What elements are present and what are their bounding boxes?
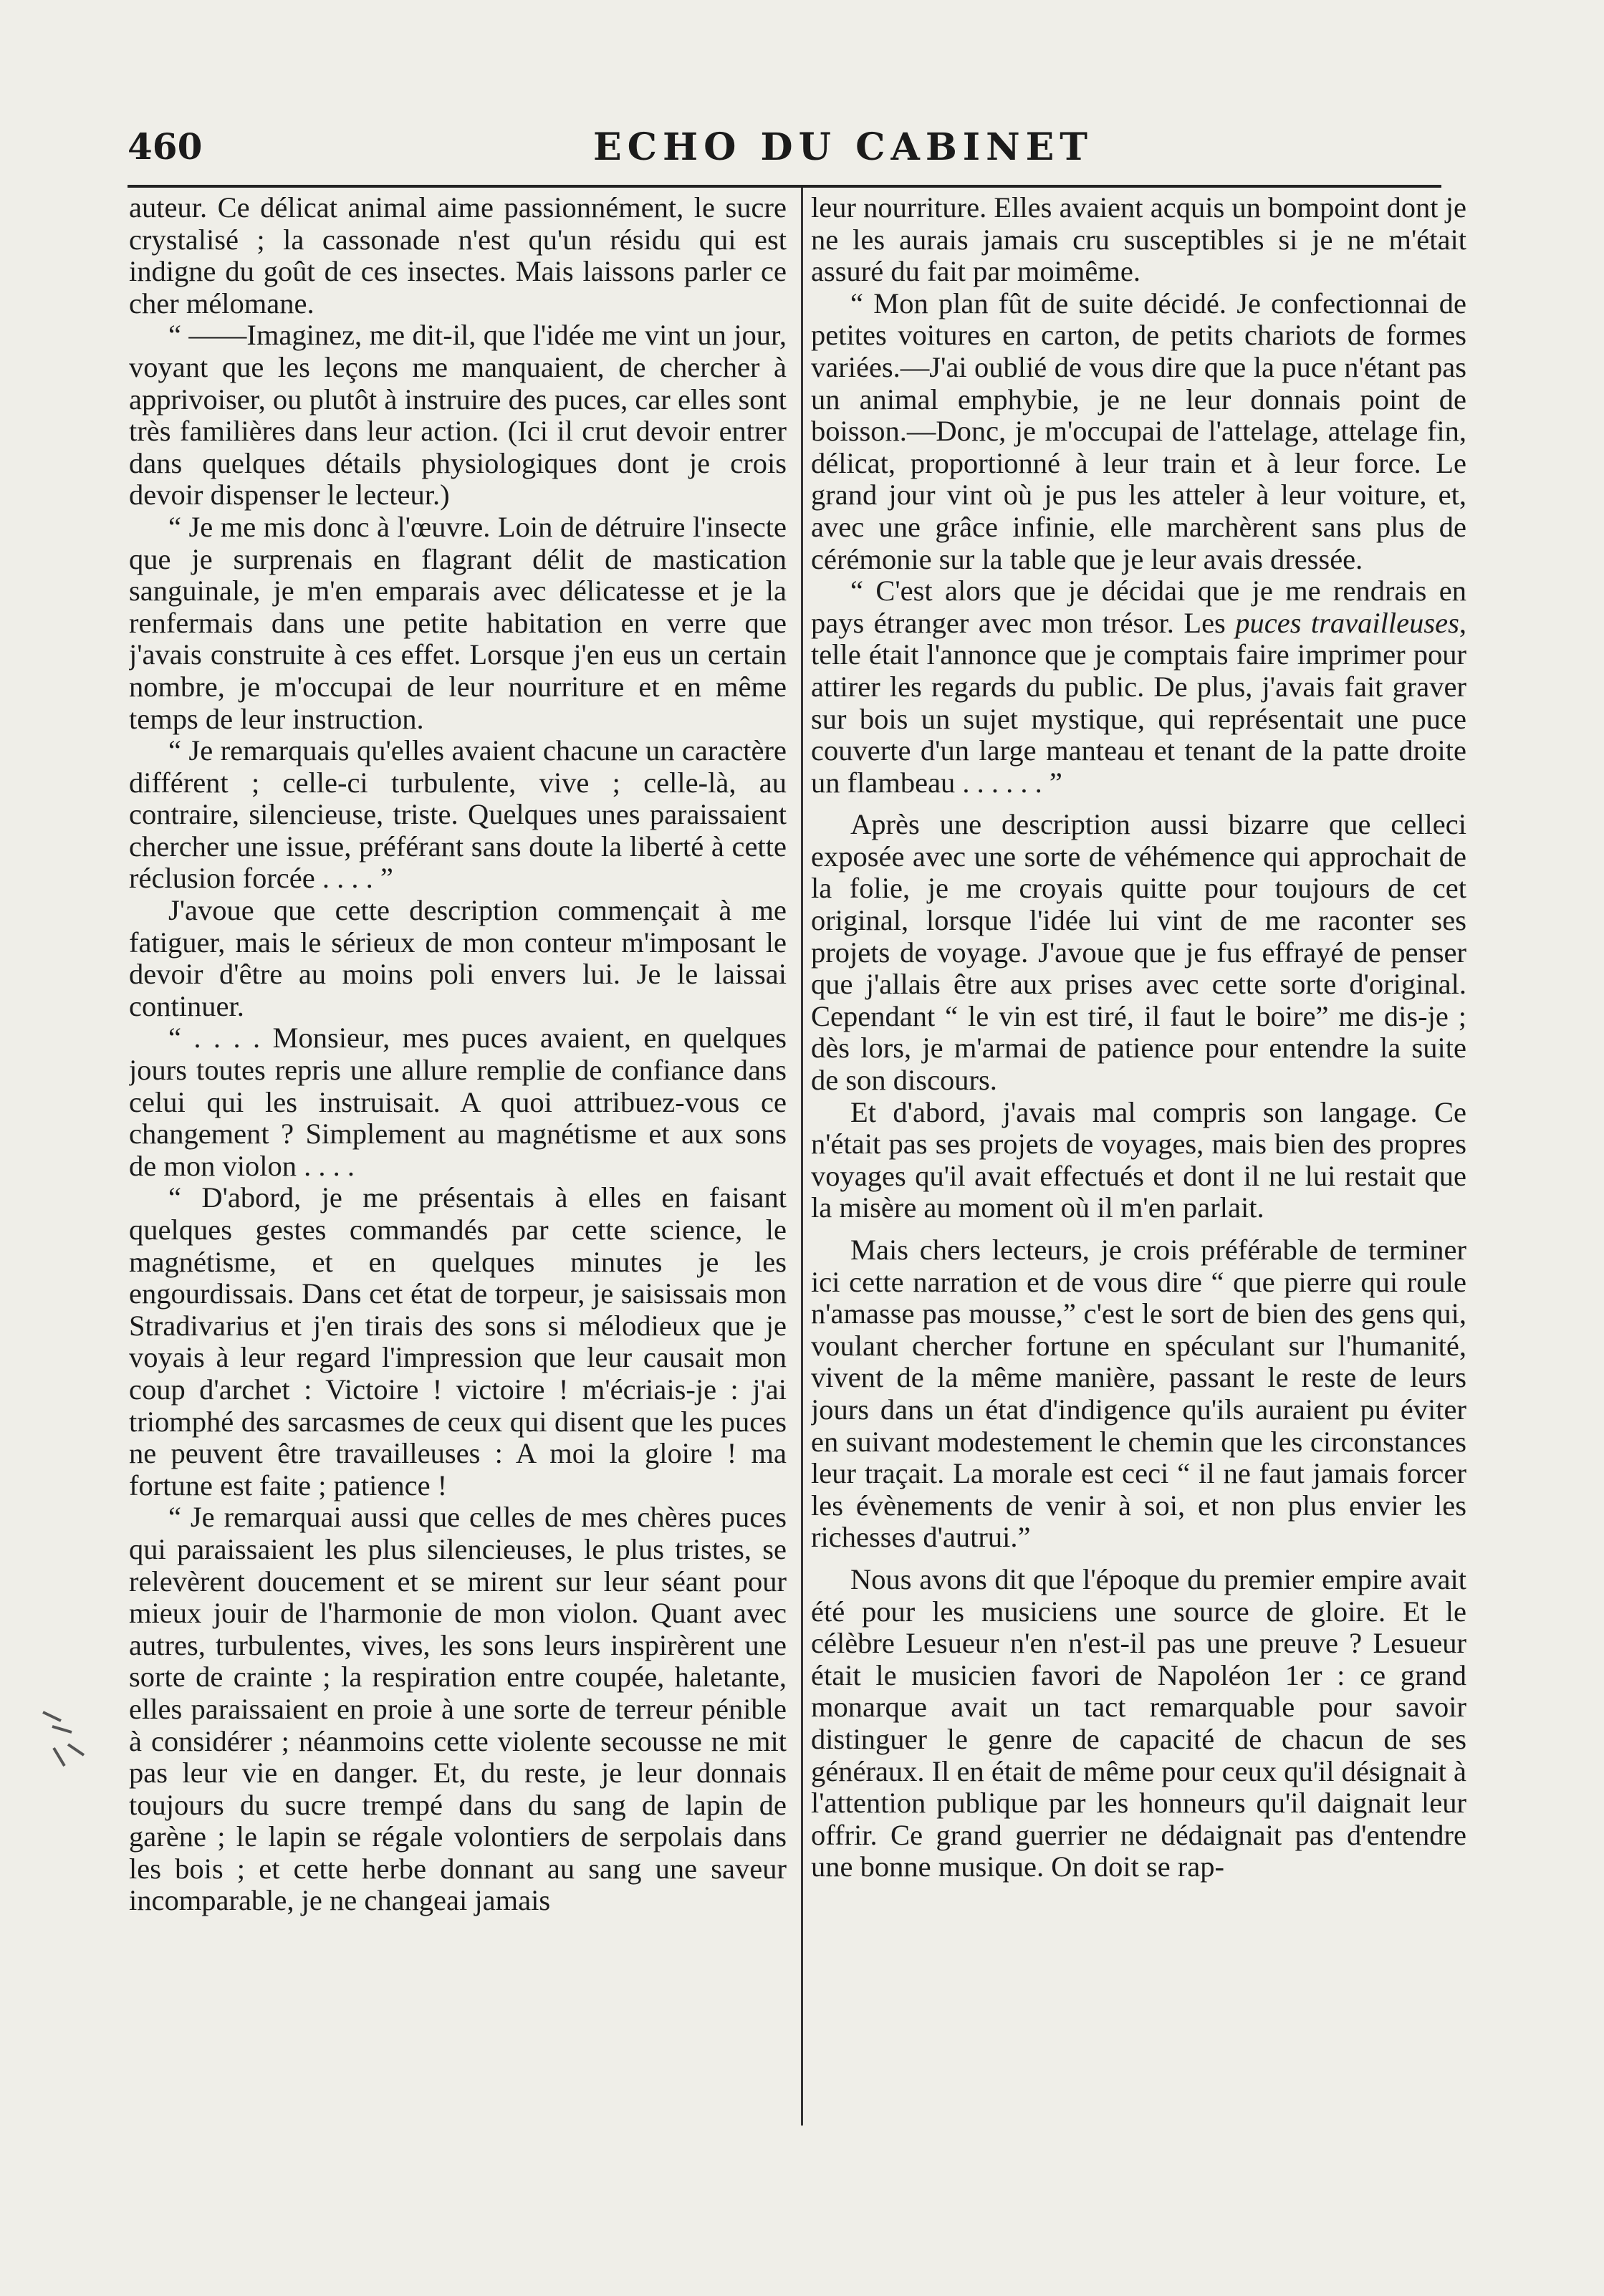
paragraph: “ D'abord, je me présentais à elles en faisant quelques gestes commandés par cette science, le magnétisme, et en quelques minutes je les engourdissais. Dans cet état de torpeur, je saisissais mon Stradivarius et j'en tirais des sons si mélodieux que je voyais à leur regard l'impression que leur causait mon coup d'archet : Victoire ! victoire ! m'écriais-je : j'ai triomphé des sarcasmes de ceux qui disent que les puces ne peuvent être travailleuses : A moi la gloire ! ma fortune est faite ; patience ! — [129, 1181, 787, 1502]
header-rule — [128, 185, 1441, 188]
left-column — [129, 192, 787, 2126]
paragraph: “ Je remarquais qu'elles avaient chacune un caractère différent ; celle-ci turbulente, vive ; celle-là, au contraire, silencieuse, triste. Quelques unes paraissaient chercher une issue, préférant sans doute la liberté à cette réclusion forcée . . . . ” — [129, 734, 787, 895]
paragraph: “ Je remarquai aussi que celles de mes chères puces qui paraissaient les plus silencieuses, le plus tristes, se relevèrent doucement et se mirent sur leur séant pour mieux jouir de l'harmonie de mon violon. Quant avec autres, turbulentes, vives, les sons leurs inspirèrent une sorte de crainte ; la respiration entre coupée, haletante, elles paraissaient en proie à une sorte de terreur pénible à considérer ; néanmoins cette violente secousse ne mit pas leur vie en danger. Et, du reste, je leur donnais toujours du sucre trempé dans du sang de lapin de garène ; le lapin se régale volontiers de serpolais dans les bois ; et cette herbe donnant au sang une saveur incomparable, je ne changeai jamais — [129, 1501, 787, 1917]
margin-smudge-icon — [39, 1705, 90, 1769]
running-title: ECHO DU CABINET — [593, 125, 1093, 169]
right-column — [811, 192, 1466, 2126]
paragraph: “ Mon plan fût de suite décidé. Je confectionnai de petites voitures en carton, de petits chariots de formes variées.—J'ai oublié de vous dire que la puce n'étant pas un animal emphybie, je ne leur donnais point de boisson.—Donc, je m'occupai de l'attelage, attelage fin, délicat, proportionné à leur train et à leur force. Le grand jour vint où je pus les atteler à leur voiture, et, avec une grâce infinie, elle marchèrent sans plus de cérémonie sur la table que je leur avais dressée. — [811, 287, 1466, 575]
page-header — [128, 125, 1437, 183]
paragraph-text: “ C'est alors que je décidai que je me rendrais en pays étranger avec mon trésor. Les — [811, 575, 1466, 639]
paragraph-text: , telle était l'annonce que je comptais faire imprimer pour attirer les regards du public. De plus, j'avais fait graver sur bois un sujet mystique, qui représentait une puce couverte d'un large manteau et tenant de la patte droite un flambeau . . . . . . ” — [811, 606, 1466, 799]
paragraph — [811, 575, 1466, 799]
paragraph: “ Je me mis donc à l'œuvre. Loin de détruire l'insecte que je surprenais en flagrant délit de mastication sanguinale, je m'en emparais avec délicatesse et je la renfermais dans une petite habitation en verre que j'avais construite à ces effet. Lorsque j'en eus un certain nombre, je m'occupai de leur nourriture et en même temps de leur instruction. — [129, 510, 787, 735]
column-divider — [801, 188, 803, 2126]
paragraph: Mais chers lecteurs, je crois préférable de terminer ici cette narration et de vous dire “ que pierre qui roule n'amasse pas mousse,” c'est le sort de bien des gens qui, voulant chercher fortune en spéculant sur l'humanité, vivent de la même manière, passant le reste de leurs jours dans un état d'indigence qu'ils auraient pu éviter en suivant modestement le chemin que les circonstances leur traçait. La morale est ceci “ il ne faut jamais forcer les évènements de venir à soi, et non plus envier les richesses d'autrui.” — [811, 1234, 1466, 1554]
paragraph: Après une description aussi bizarre que celleci exposée avec une sorte de véhémence qui approchait de la folie, je me croyais quitte pour toujours de cet original, lorsque l'idée lui vint de me raconter ses projets de voyage. J'avoue que je fus effrayé de penser que j'allais être aux prises avec cette sorte d'original. Cependant “ le vin est tiré, il faut le boire” me dis-je ; dès lors, je m'armai de patience pour entendre la suite de son discours. — [811, 808, 1466, 1097]
paragraph: “ . . . . Monsieur, mes puces avaient, en quelques jours toutes repris une allure remplie de confiance dans celui qui les instruisait. A quoi attribuez-vous ce changement ? Simplement au magnétisme et aux sons de mon violon . . . . — [129, 1022, 787, 1182]
paragraph: Et d'abord, j'avais mal compris son langage. Ce n'était pas ses projets de voyages, mais bien des propres voyages qu'il avait effectués et dont il ne lui restait que la misère au moment où il m'en parlait. — [811, 1095, 1466, 1224]
page-number: 460 — [128, 125, 203, 168]
paragraph: J'avoue que cette description commençait à me fatiguer, mais le sérieux de mon conteur m'imposant le devoir d'être au moins poli envers lui. Je le laissai continuer. — [129, 894, 787, 1022]
paragraph: “ ——Imaginez, me dit-il, que l'idée me vint un jour, voyant que les leçons me manquaient, de chercher à apprivoiser, ou plutôt à instruire des puces, car elles sont très familières dans leur action. (Ici il crut devoir entrer dans quelques détails physiologiques dont je crois devoir dispenser le lecteur.) — [129, 319, 787, 511]
paragraph: Nous avons dit que l'époque du premier empire avait été pour les musiciens une source de gloire. Et le célèbre Lesueur n'en n'est-il pas une preuve ? Lesueur était le musicien favori de Napoléon 1er : ce grand monarque avait un tact remarquable pour savoir distinguer le genre de capacité de chacun de ses généraux. Il en était de même pour ceux qu'il désignait à l'attention publique par les honneurs qu'il daignait leur offrir. Ce grand guerrier ne dédaignait pas d'entendre une bonne musique. On doit se rap- — [811, 1562, 1466, 1883]
paragraph: auteur. Ce délicat animal aime passionnément, le sucre crystalisé ; la cassonade n'est qu'un résidu qui est indigne du goût de ces insectes. Mais laissons parler ce cher mélomane. — [129, 192, 787, 320]
italic-phrase: puces travailleuses — [1235, 606, 1459, 639]
paragraph: leur nourriture. Elles avaient acquis un bompoint dont je ne les aurais jamais cru susceptibles si je ne m'était assuré du fait par moimême. — [811, 192, 1466, 288]
